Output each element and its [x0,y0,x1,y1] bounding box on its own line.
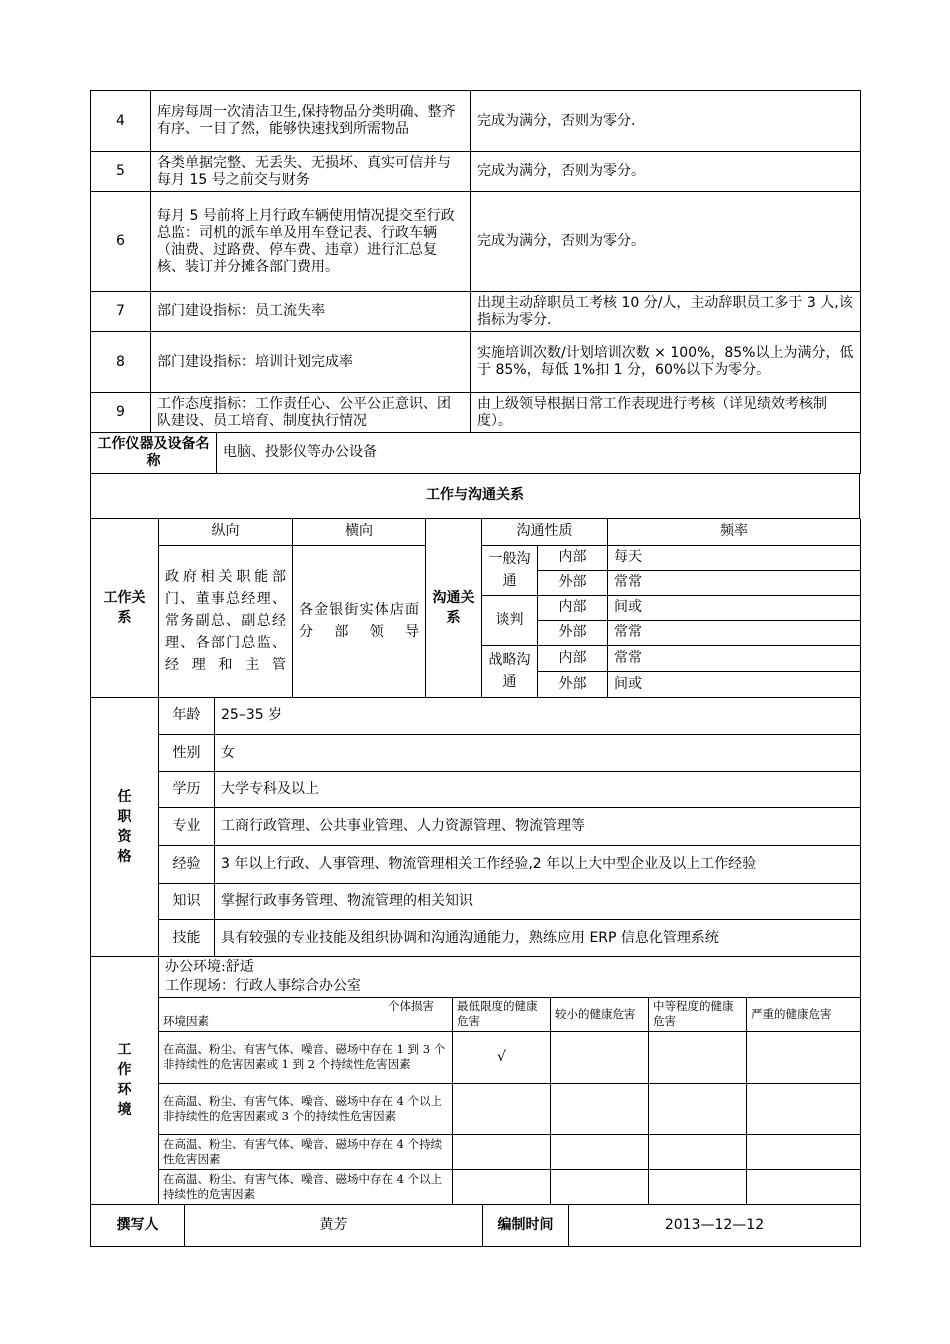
hazard-mark [551,1134,649,1169]
duty-task: 库房每周一次清洁卫生,保持物品分类明确、整齐有序、一目了然，能够快速找到所需物品 [151,91,471,152]
hazard-factor: 在高温、粉尘、有害气体、噪音、磁场中存在 1 到 3 个非持续性的危害因素或 1 到 2 个持续性危害因素 [159,1031,453,1083]
duty-row [91,152,861,192]
communication-title-table [90,474,860,520]
duty-task: 每月 5 号前将上月行政车辆使用情况提交至行政总监：司机的派车单及用车登记表、行政车辆（油费、过路费、停车费、违章）进行汇总复核、装订并分摊各部门费用。 [151,192,471,292]
job-description-sheet [90,90,860,1247]
hazard-mark [649,1083,747,1134]
comm-frequency: 每天 [608,545,861,570]
communication-table [90,519,861,698]
hazard-mark [649,1134,747,1169]
qualification-value: 大学专科及以上 [215,772,861,808]
duties-table [90,90,861,433]
footer-table [90,1205,861,1248]
hazard-header: 中等程度的健康危害 [649,997,747,1031]
frequency-column-header: 频率 [608,519,861,545]
comm-frequency: 常常 [608,570,861,595]
comm-scope: 外部 [538,671,608,697]
equipment-table [90,433,861,474]
qualification-value: 具有较强的专业技能及组织协调和沟通沟通能力，熟练应用 ERP 信息化管理系统 [215,920,861,957]
comm-frequency: 常常 [608,645,861,671]
qualification-value: 工商行政管理、公共事业管理、人力资源管理、物流管理等 [215,808,861,846]
duty-row [91,91,861,152]
comm-type: 战略沟通 [482,645,538,697]
hazard-mark [453,1169,551,1204]
comm-frequency: 常常 [608,620,861,645]
hazard-mark [551,1083,649,1134]
duty-standard: 由上级领导根据日常工作表现进行考核（详见绩效考核制度）。 [471,393,861,433]
hazard-header: 严重的健康危害 [747,997,861,1031]
hazard-mark: √ [453,1031,551,1083]
qualification-key: 专业 [159,808,215,846]
hazard-row [91,1169,861,1204]
duty-row [91,192,861,292]
qualification-value: 女 [215,735,861,772]
hazard-factor: 在高温、粉尘、有害气体、噪音、磁场中存在 4 个以上持续性的危害因素 [159,1169,453,1204]
environment-label: 工作环境 [91,957,159,1204]
hazard-mark [747,1169,861,1204]
duty-row [91,393,861,433]
equipment-value: 电脑、投影仪等办公设备 [217,433,861,473]
qualifications-label: 任职资格 [91,698,159,957]
office-environment: 办公环境:舒适 [159,957,861,977]
vertical-relations: 政府相关职能部门、董事总经理、常务副总、副总经理、各部门总监、经理和主管 [159,545,293,697]
qualification-value: 3 年以上行政、人事管理、物流管理相关工作经验,2 年以上大中型企业及以上工作经验 [215,846,861,884]
hazard-mark [551,1031,649,1083]
duty-number: 6 [91,192,151,292]
qualification-value: 掌握行政事务管理、物流管理的相关知识 [215,884,861,920]
comm-scope: 内部 [538,545,608,570]
work-relation-label: 工作关系 [91,519,159,697]
comm-scope: 内部 [538,645,608,671]
duty-standard: 完成为满分，否则为零分。 [471,152,861,192]
communication-section-title: 工作与沟通关系 [91,474,860,519]
comm-scope: 外部 [538,620,608,645]
hazard-mark [747,1083,861,1134]
duty-task: 各类单据完整、无丢失、无损坏、真实可信并与每月 15 号之前交与财务 [151,152,471,192]
comm-frequency: 间或 [608,595,861,620]
hazard-header: 最低限度的健康危害 [453,997,551,1031]
comm-type: 谈判 [482,595,538,645]
author-name: 黄芳 [185,1205,483,1247]
equipment-label: 工作仪器及设备名称 [91,433,217,473]
qualification-key: 学历 [159,772,215,808]
hazard-mark [747,1031,861,1083]
work-site: 工作现场：行政人事综合办公室 [159,977,861,997]
hazard-mark [453,1083,551,1134]
environment-table [90,957,861,1205]
horizontal-column-header: 横向 [293,519,426,545]
date-label: 编制时间 [483,1205,569,1247]
qualifications-table [90,698,861,958]
hazard-mark [649,1169,747,1204]
duty-row [91,332,861,393]
communication-relation-label: 沟通关系 [426,519,482,697]
duty-task: 部门建设指标：培训计划完成率 [151,332,471,393]
duty-standard: 出现主动辞职员工考核 10 分/人，主动辞职员工多于 3 人,该指标为零分. [471,292,861,332]
duty-task: 工作态度指标：工作责任心、公平公正意识、团队建设、员工培育、制度执行情况 [151,393,471,433]
nature-column-header: 沟通性质 [482,519,608,545]
hazard-header: 较小的健康危害 [551,997,649,1031]
horizontal-relations: 各金银街实体店面分部领导 [293,545,426,697]
hazard-mark [453,1134,551,1169]
comm-type: 一般沟通 [482,545,538,595]
hazard-row [91,1134,861,1169]
hazard-factor: 在高温、粉尘、有害气体、噪音、磁场中存在 4 个以上非持续性的危害因素或 3 个的持续性危害因素 [159,1083,453,1134]
qualification-key: 技能 [159,920,215,957]
qualification-key: 年龄 [159,698,215,735]
author-label: 撰写人 [91,1205,185,1247]
duty-task: 部门建设指标：员工流失率 [151,292,471,332]
duty-number: 9 [91,393,151,433]
duty-standard: 实施培训次数/计划培训次数 × 100%，85%以上为满分，低于 85%，每低 1%扣 1 分，60%以下为零分。 [471,332,861,393]
environment-diagonal-header: 个体损害 环境因素 [159,997,453,1031]
hazard-factor: 在高温、粉尘、有害气体、噪音、磁场中存在 4 个持续性危害因素 [159,1134,453,1169]
qualification-value: 25–35 岁 [215,698,861,735]
duty-row [91,292,861,332]
comm-scope: 内部 [538,595,608,620]
hazard-mark [747,1134,861,1169]
comm-frequency: 间或 [608,671,861,697]
duty-number: 7 [91,292,151,332]
duty-standard: 完成为满分，否则为零分. [471,91,861,152]
qualification-key: 知识 [159,884,215,920]
hazard-mark [551,1169,649,1204]
hazard-row [91,1083,861,1134]
duty-number: 4 [91,91,151,152]
hazard-mark [649,1031,747,1083]
qualification-key: 性别 [159,735,215,772]
compile-date: 2013—12—12 [569,1205,861,1247]
vertical-column-header: 纵向 [159,519,293,545]
qualification-key: 经验 [159,846,215,884]
hazard-row [91,1031,861,1083]
duty-number: 5 [91,152,151,192]
duty-number: 8 [91,332,151,393]
comm-scope: 外部 [538,570,608,595]
duty-standard: 完成为满分，否则为零分。 [471,192,861,292]
